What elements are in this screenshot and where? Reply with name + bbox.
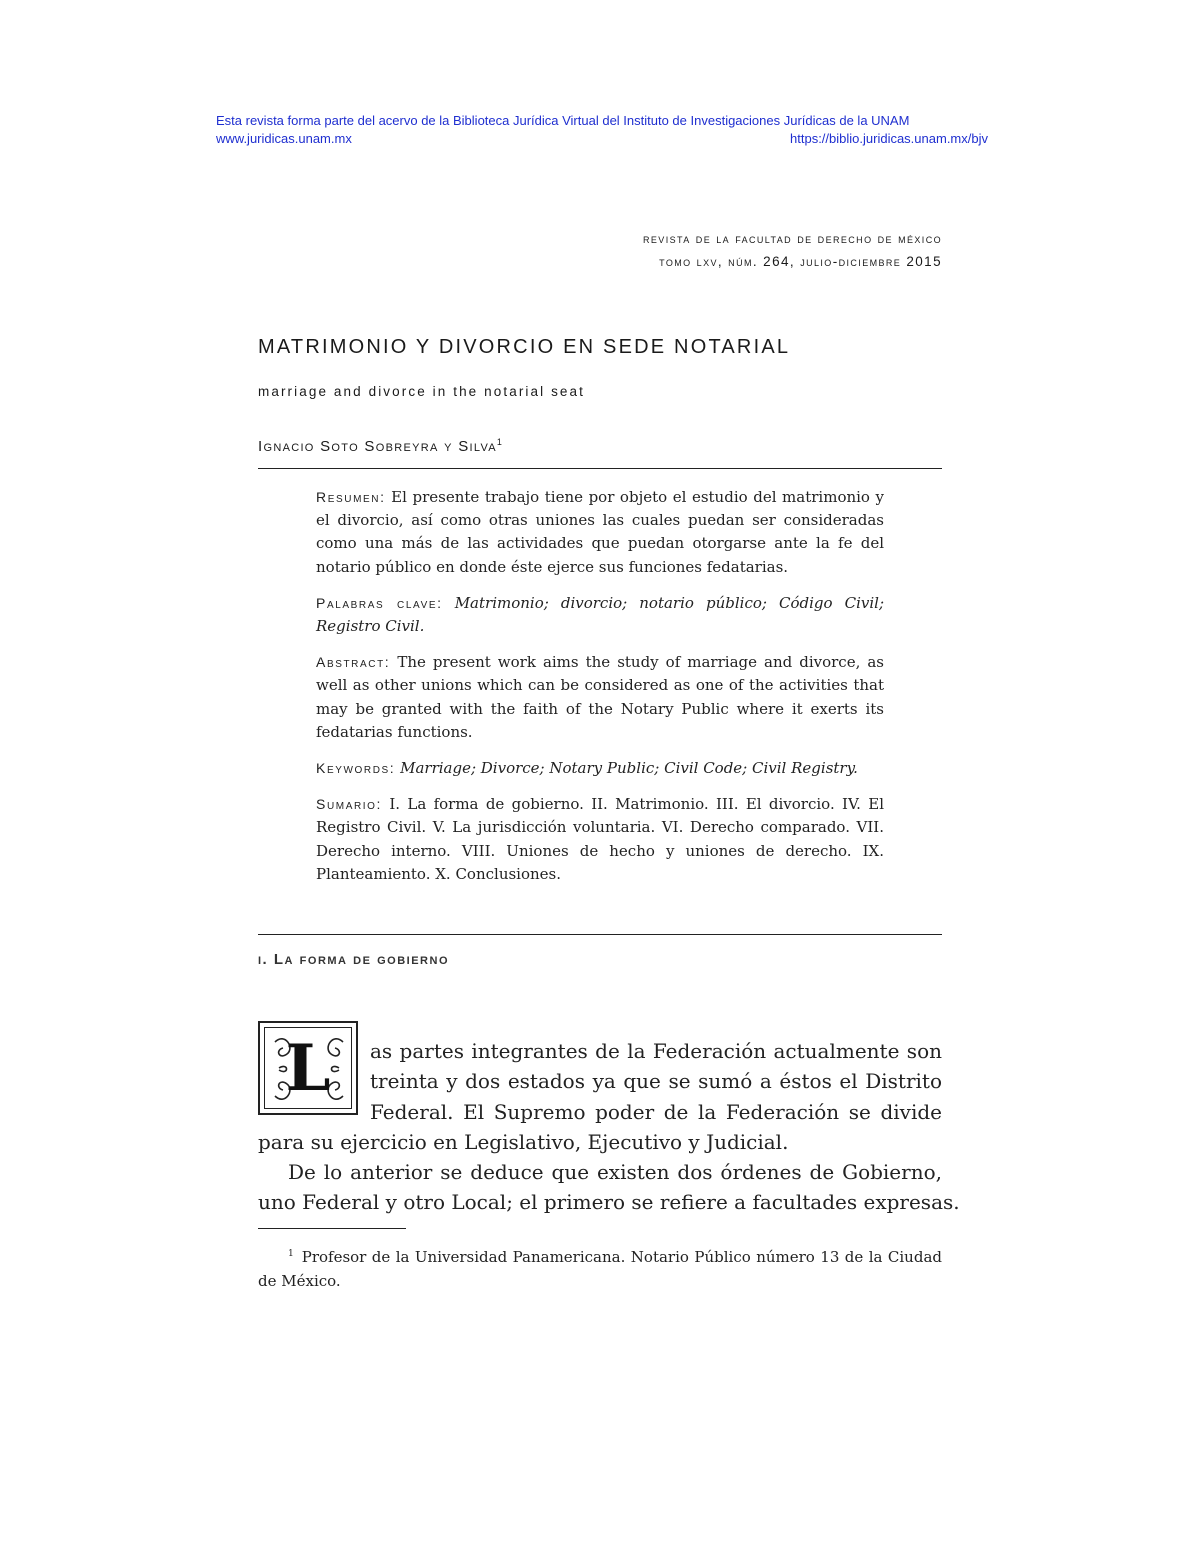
article-subtitle: marriage and divorce in the notarial seat (258, 384, 585, 399)
author-text: Ignacio Soto Sobreyra y Silva (258, 438, 497, 455)
repository-notice: Esta revista forma parte del acervo de la Biblioteca Jurídica Virtual del Instituto de Investigaciones Jurídicas de la UNAM (216, 113, 910, 128)
sumario-text: I. La forma de gobierno. II. Matrimonio. III. El divorcio. IV. El Registro Civil. V. La jurisdicción voluntaria. VI. Derecho comparado. VII. Derecho interno. VIII. Uniones de hecho y uniones de derecho. IX. Planteamiento. X. Conclusiones. (316, 795, 884, 883)
keywords-label: Keywords: (316, 760, 396, 777)
abstract-top-rule (258, 468, 942, 469)
body-text (258, 1036, 960, 1218)
abstract-label: Abstract: (316, 654, 391, 671)
body-line-6: uno Federal y otro Local; el primero se refiere a facultades expresas. (258, 1190, 960, 1215)
footnote (258, 1242, 942, 1293)
body-line-2: treinta y dos estados ya que se sumó a éstos el Distrito (370, 1069, 942, 1094)
resumen-text: El presente trabajo tiene por objeto el estudio del matrimonio y el divorcio, así como otras uniones las cuales puedan ser consideradas como una más de las actividades que puedan otorgarse ante la fe del notario público en donde éste ejerce sus funciones fedatarias. (316, 488, 884, 576)
sumario-paragraph (316, 793, 884, 886)
article-title: MATRIMONIO Y DIVORCIO EN SEDE NOTARIAL (258, 336, 791, 358)
journal-issue: tomo lxv, núm. 264, julio-diciembre 2015 (659, 254, 942, 269)
keywords-paragraph (316, 757, 884, 780)
footnote-text: Profesor de la Universidad Panamericana. Notario Público número 13 de la Ciudad de México. (258, 1248, 942, 1290)
dropcap-letter: L (285, 1031, 331, 1106)
author-footnote-mark[interactable]: 1 (496, 437, 504, 447)
journal-name: revista de la facultad de derecho de méxico (643, 231, 942, 246)
body-line-3: Federal. El Supremo poder de la Federación se divide (370, 1099, 942, 1124)
abstract-paragraph (316, 651, 884, 744)
footnote-rule (258, 1228, 406, 1229)
abstract-bottom-rule (258, 934, 942, 935)
juridicas-link[interactable]: www.juridicas.unam.mx (216, 131, 352, 146)
author-name (258, 437, 503, 455)
palabras-paragraph (316, 592, 884, 638)
resumen-paragraph (316, 486, 884, 579)
abstract-text: The present work aims the study of marriage and divorce, as well as other unions which can be considered as one of the activities that may be granted with the faith of the Notary Public where it exerts its fedatarias functions. (316, 653, 884, 741)
body-line-1: as partes integrantes de la Federación actualmente son (370, 1039, 942, 1063)
keywords-text: Marriage; Divorce; Notary Public; Civil Code; Civil Registry. (400, 759, 858, 778)
bjv-link[interactable]: https://biblio.juridicas.unam.mx/bjv (790, 131, 988, 146)
body-line-5: De lo anterior se deduce que existen dos órdenes de Gobierno, (288, 1160, 942, 1185)
footnote-number: 1 (288, 1249, 294, 1259)
section-heading: i. La forma de gobierno (258, 951, 449, 968)
abstract-block (316, 486, 884, 899)
body-line-4: para su ejercicio en Legislativo, Ejecutivo y Judicial. (258, 1129, 789, 1154)
resumen-label: Resumen: (316, 489, 386, 505)
sumario-label: Sumario: (316, 796, 383, 813)
palabras-text: Matrimonio; divorcio; notario público; Código Civil; Registro Civil. (316, 593, 884, 636)
palabras-label: Palabras clave: (316, 594, 443, 611)
